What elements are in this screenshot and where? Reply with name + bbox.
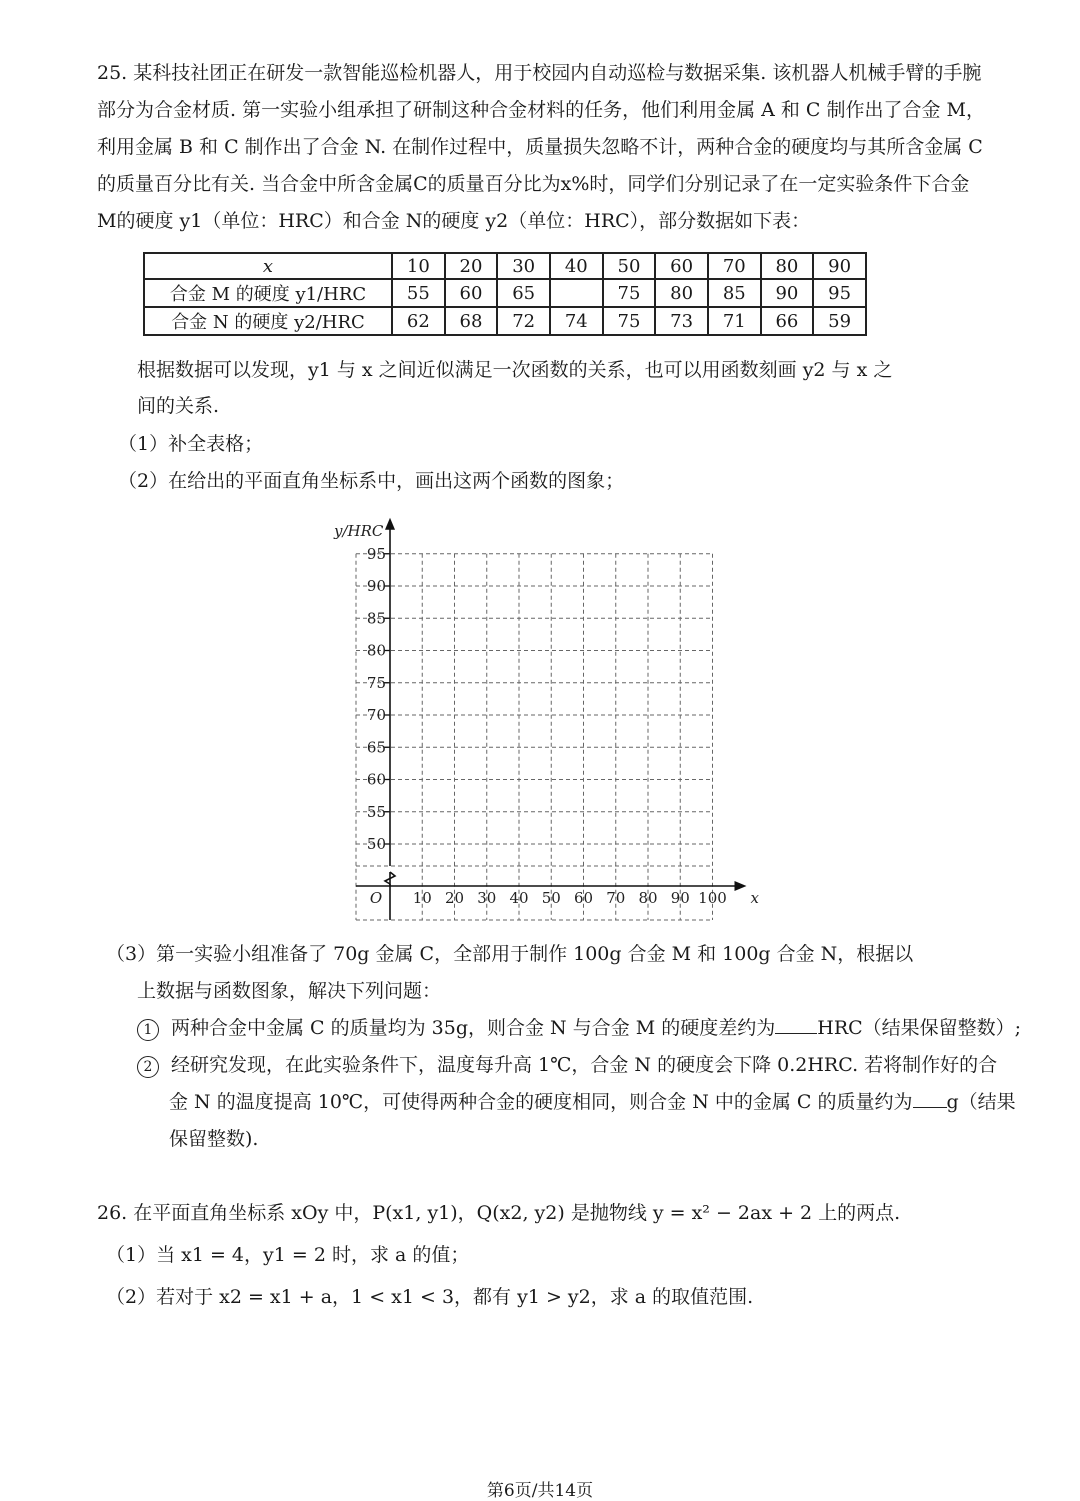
table-row-m [144,279,866,307]
table-cell: 68 [445,307,498,335]
part-1: （1）补全表格； [118,433,264,455]
x-axis-label: x [750,889,759,907]
table-cell: 65 [497,279,550,307]
table-cell: 60 [445,279,498,307]
q25-line: 的质量百分比有关. 当合金中所含金属C的质量百分比为x%时，同学们分别记录了在一定实验条件下合金 [97,173,970,195]
table-cell: 10 [392,253,445,279]
x-tick-label: 10 [412,889,432,907]
table-cell: 55 [392,279,445,307]
table-cell: 80 [761,253,814,279]
x-tick-label: 20 [444,889,465,907]
x-tick-label: 50 [541,889,561,907]
table-cell: 85 [708,279,761,307]
sub-question-2-cont [169,1087,1016,1117]
sub-2-line-3: 保留整数). [169,1128,259,1150]
table-cell-blank [550,279,603,307]
row-label-x: x [144,253,392,279]
table-cell: 40 [550,253,603,279]
part-2: （2）在给出的平面直角坐标系中，画出这两个函数的图象； [118,470,625,492]
table-cell: 80 [655,279,708,307]
discover-line-2: 间的关系. [137,395,220,417]
coordinate-chart [320,508,760,928]
sub-2-line-2-tail: g（结果 [946,1091,1016,1113]
q25-line: 部分为合金材质. 第一实验小组承担了研制这种合金材料的任务，他们利用金属 A 和 C 制作出了合金 M， [97,99,985,121]
row-label-m: 合金 M 的硬度 y1/HRC [144,279,392,307]
x-tick-label: 60 [573,889,594,907]
x-axis-arrow [735,881,747,891]
table-cell: 90 [813,253,866,279]
x-tick-label: 30 [477,889,497,907]
table-cell: 59 [813,307,866,335]
table-cell: 95 [813,279,866,307]
page-footer: 第6页/共14页 [486,1481,594,1501]
table-cell: 75 [603,279,656,307]
table-cell: 66 [761,307,814,335]
q26-part-2: （2）若对于 x2 = x1 + a，1 < x1 < 3，都有 y1 > y2，求 a 的取值范围. [106,1286,754,1308]
table-row-n [144,307,866,335]
q25-line: 25. 某科技社团正在研发一款智能巡检机器人，用于校园内自动巡检与数据采集. 该机器人机械手臂的手腕 [97,62,982,84]
answer-blank-1[interactable] [775,1015,817,1034]
x-tick-label: 90 [670,889,690,907]
table-cell: 50 [603,253,656,279]
sub-2-line-1: 经研究发现，在此实验条件下，温度每升高 1℃，合金 N 的硬度会下降 0.2HRC. 若将制作好的合 [171,1054,998,1076]
y-axis-label: y/HRC [334,521,384,540]
y-tick-label: 65 [366,738,386,757]
x-tick-label: 70 [606,889,626,907]
y-tick-label: 90 [366,577,386,595]
circled-number-2: 2 [137,1056,159,1078]
data-table [143,252,867,336]
sub-1-tail: HRC（结果保留整数）; [817,1017,1022,1039]
table-row-x [144,253,866,279]
origin-label: O [369,889,383,907]
y-tick-label: 50 [366,835,386,853]
discover-line-1: 根据数据可以发现，y1 与 x 之间近似满足一次函数的关系，也可以用函数刻画 y2 与 x 之 [137,359,893,381]
q25-stem [97,55,987,240]
y-tick-label: 55 [366,802,386,821]
table-cell: 60 [655,253,708,279]
sub-2-line-2: 金 N 的温度提高 10℃，可使得两种合金的硬度相同，则合金 N 中的金属 C 的质量约为 [169,1091,913,1113]
y-tick-label: 80 [366,641,386,660]
answer-blank-2[interactable] [913,1089,947,1108]
y-tick-label: 75 [366,673,386,692]
y-tick-label: 95 [366,544,386,563]
x-tick-label: 100 [698,889,727,907]
y-axis-arrow [385,518,395,530]
part-3-line-2: 上数据与函数图象，解决下列问题： [137,980,442,1002]
y-tick-label: 85 [366,609,386,628]
q26-part-1: （1）当 x1 = 4，y1 = 2 时，求 a 的值； [106,1244,470,1266]
part-3-line-1: （3）第一实验小组准备了 70g 金属 C，全部用于制作 100g 合金 M 和 100g 合金 N，根据以 [106,943,914,965]
sub-1-text: 两种合金中金属 C 的质量均为 35g，则合金 N 与合金 M 的硬度差约为 [171,1017,776,1039]
y-tick-label: 70 [366,706,386,724]
q25-line: 利用金属 B 和 C 制作出了合金 N. 在制作过程中，质量损失忽略不计，两种合金的硬度均与其所含金属 C [97,136,983,158]
sub-question-1 [137,1013,1021,1043]
table-cell: 71 [708,307,761,335]
table-cell: 62 [392,307,445,335]
q25-line: M的硬度 y1（单位：HRC）和合金 N的硬度 y2（单位：HRC），部分数据如下表： [97,210,811,232]
table-cell: 30 [497,253,550,279]
table-cell: 72 [497,307,550,335]
table-cell: 75 [603,307,656,335]
y-tick-label: 60 [366,770,386,789]
table-cell: 20 [445,253,498,279]
table-cell: 70 [708,253,761,279]
x-tick-label: 80 [638,889,658,907]
row-label-n: 合金 N 的硬度 y2/HRC [144,307,392,335]
q26-stem: 26. 在平面直角坐标系 xOy 中，P(x1, y1)，Q(x2, y2) 是抛物线 y = x² − 2ax + 2 上的两点. [97,1202,901,1224]
table-cell: 90 [761,279,814,307]
x-tick-label: 40 [509,889,529,907]
circled-number-1: 1 [137,1019,159,1041]
sub-question-2 [137,1050,997,1080]
table-cell: 74 [550,307,603,335]
table-cell: 73 [655,307,708,335]
